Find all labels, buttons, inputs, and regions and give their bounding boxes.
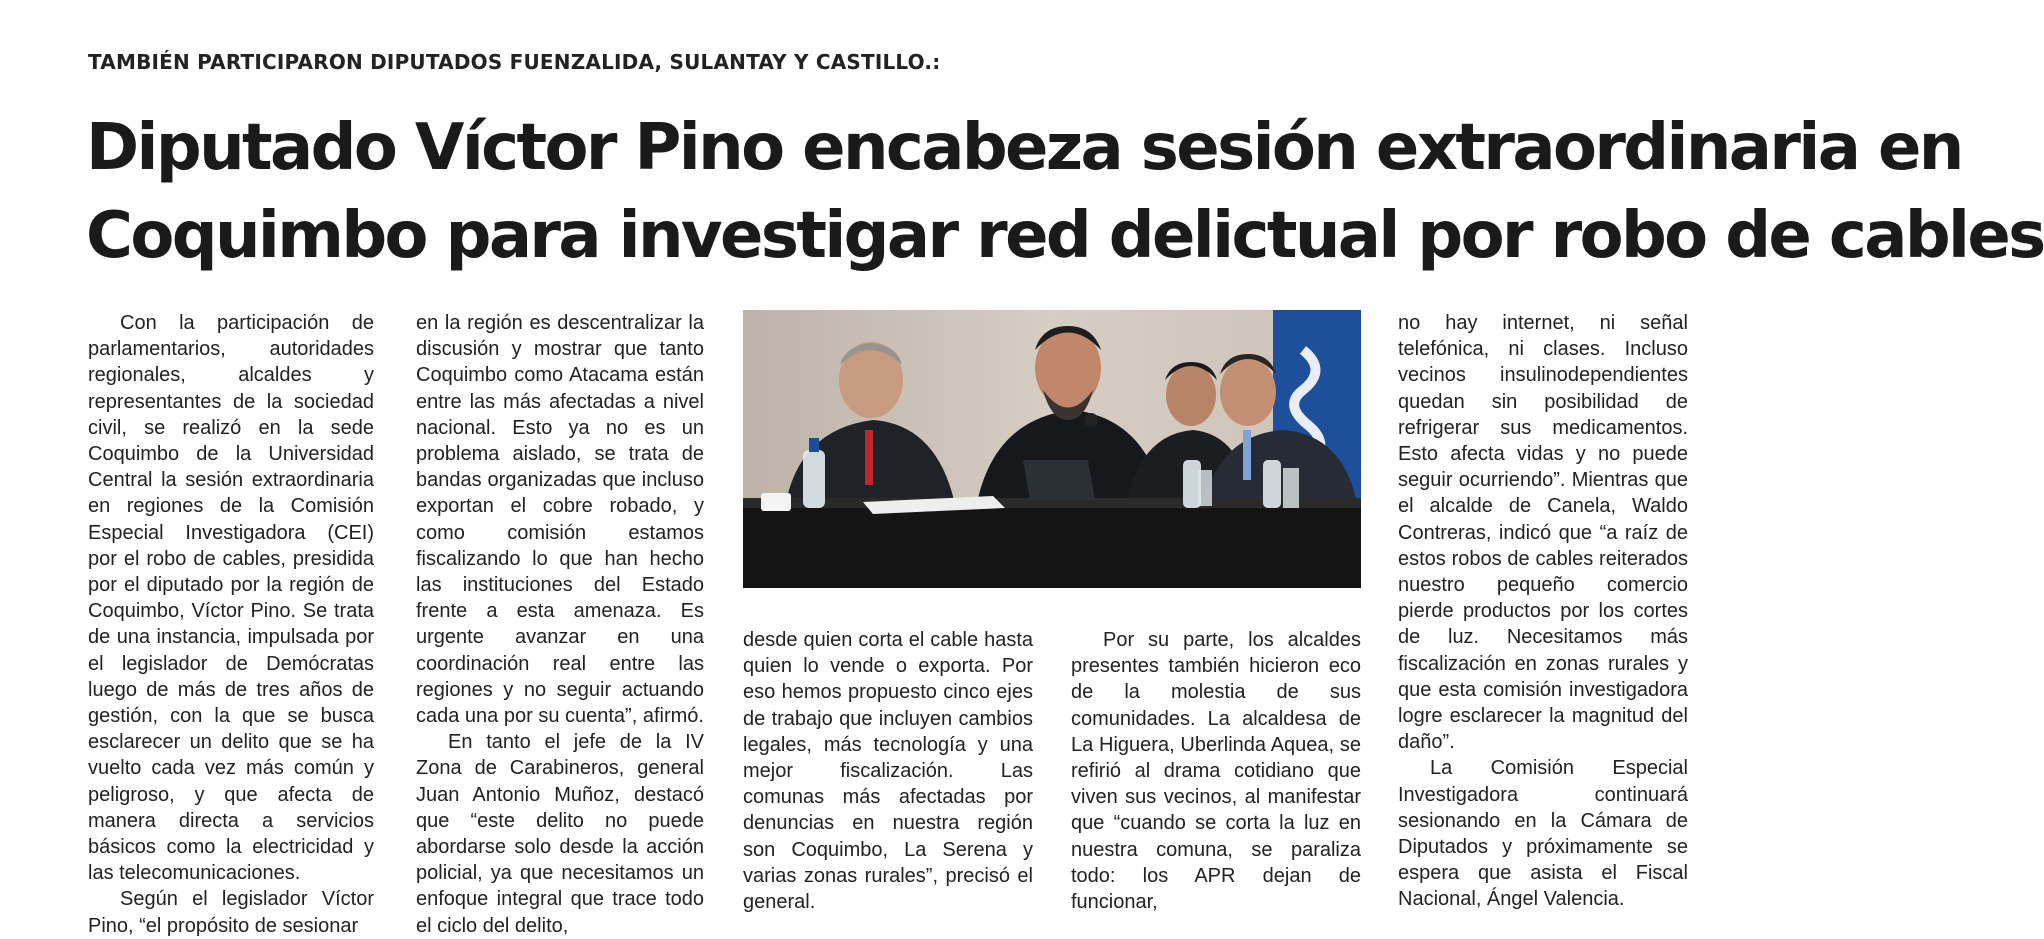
article-photo (743, 310, 1361, 588)
article-column-1 (88, 310, 374, 939)
paragraph: no hay internet, ni señal telefónica, ni clases. Incluso vecinos insulinodependientes quedan sin posibilidad de refrigerar sus medicamentos. Esto afecta vidas y no puede seguir ocurriendo”. Mientras que el alcalde de Canela, Waldo Contreras, indicó que “a raíz de estos robos de cables reiterados nuestro pequeño comercio pierde productos por los cortes de luz. Necesitamos más fiscalización en zonas rurales y que esta comisión investigadora logre esclarecer la magnitud del daño”. (1398, 312, 1688, 754)
paragraph: Según el legislador Víctor Pino, “el propósito de sesionar (88, 888, 374, 937)
article-column-3 (743, 627, 1033, 915)
paragraph: En tanto el jefe de la IV Zona de Carabineros, general Juan Antonio Muñoz, destacó que “este delito no puede abordarse solo desde la acción policial, ya que necesitamos un enfoque integral que trace todo el ciclo del delito, (416, 731, 704, 937)
headline-line-1: Diputado Víctor Pino encabeza sesión extraordinaria en (86, 111, 1962, 185)
paragraph: desde quien corta el cable hasta quien lo vende o exporta. Por eso hemos propuesto cinco ejes de trabajo que incluyen cambios legales, más tecnología y una mejor fiscalización. Las comunas más afectadas por denuncias en nuestra región son Coquimbo, La Serena y varias zonas rurales”, precisó el general. (743, 629, 1033, 914)
article-column-5 (1398, 310, 1688, 913)
article-column-2 (416, 310, 704, 939)
paragraph: Con la participación de parlamentarios, autoridades regionales, alcaldes y representantes de la sociedad civil, se realizó en la sede Coquimbo de la Universidad Central la sesión extraordinaria en regiones de la Comisión Especial Investigadora (CEI) por el robo de cables, presidida por el diputado por la región de Coquimbo, Víctor Pino. Se trata de una instancia, impulsada por el legislador de Demócratas luego de más de tres años de gestión, con la que se busca esclarecer un delito que se ha vuelto cada vez más común y peligroso, y que afecta de manera directa a servicios básicos como la electricidad y las telecomunicaciones. (88, 312, 374, 885)
session-photo-illustration (743, 310, 1361, 588)
paragraph: en la región es descentralizar la discusión y mostrar que tanto Coquimbo como Atacama están entre las más afectadas a nivel nacional. Esto ya no es un problema aislado, se trata de bandas organizadas que incluso exportan el cobre robado, y como comisión estamos fiscalizando lo que han hecho las instituciones del Estado frente a esta amenaza. Es urgente avanzar en una coordinación real entre las regiones y no seguir actuando cada una por su cuenta”, afirmó. (416, 312, 704, 728)
kicker: TAMBIÉN PARTICIPARON DIPUTADOS FUENZALIDA, SULANTAY Y CASTILLO.: (88, 50, 941, 74)
headline-line-2: Coquimbo para investigar red delictual por robo de cables (86, 199, 2044, 273)
article-column-4 (1071, 627, 1361, 915)
paragraph: La Comisión Especial Investigadora continuará sesionando en la Cámara de Diputados y próximamente se espera que asista el Fiscal Nacional, Ángel Valencia. (1398, 757, 1688, 911)
headline (86, 104, 2044, 280)
paragraph: Por su parte, los alcaldes presentes también hicieron eco de la molestia de sus comunidades. La alcaldesa de La Higuera, Uberlinda Aquea, se refirió al drama cotidiano que viven sus vecinos, al manifestar que “cuando se corta la luz en nuestra comuna, se paraliza todo: los APR dejan de funcionar, (1071, 629, 1361, 914)
